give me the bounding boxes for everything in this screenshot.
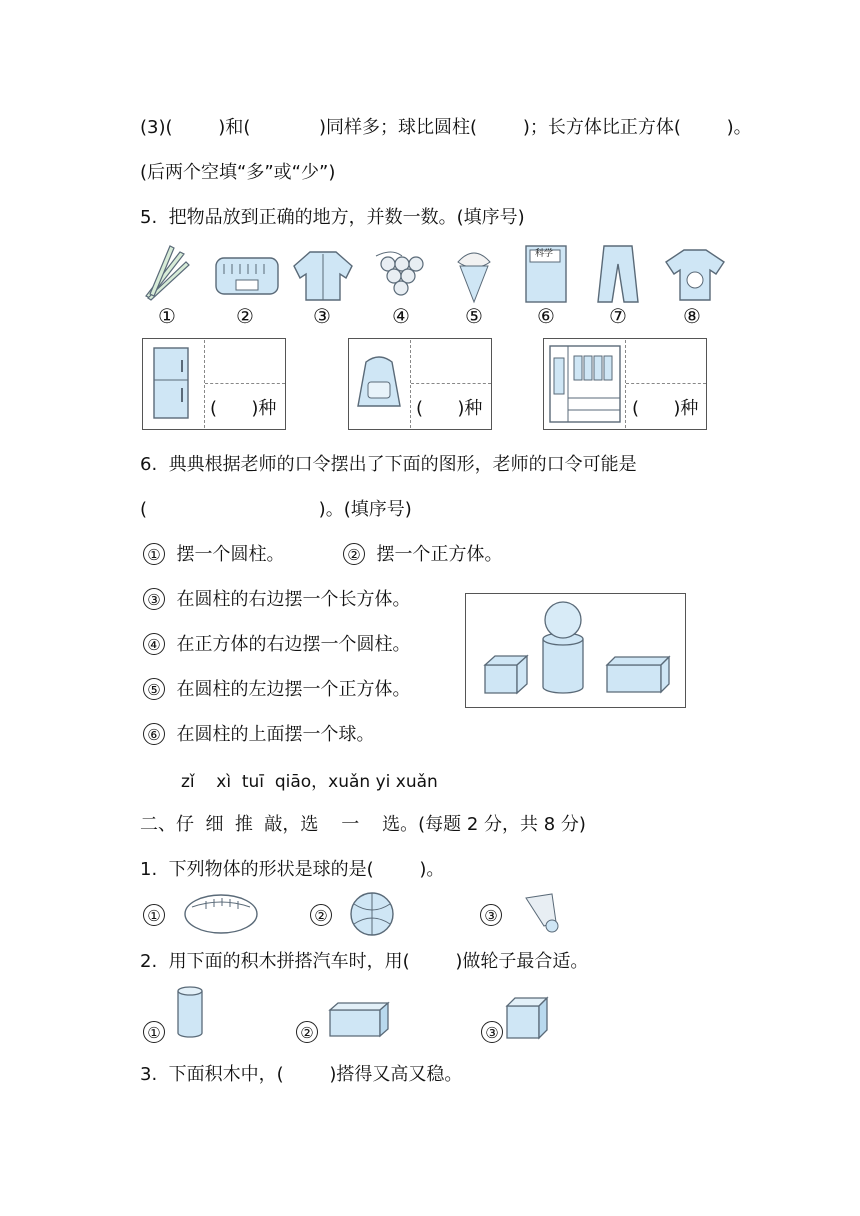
option-number: ③: [143, 588, 165, 610]
item-number-3: ③: [313, 304, 331, 328]
wardrobe-icon: [548, 344, 622, 424]
option-text: 在圆柱的右边摆一个长方体。: [176, 589, 411, 610]
cylinder-icon: [543, 633, 583, 693]
q6-prompt: 6. 典典根据老师的口令摆出了下面的图形，老师的口令可能是: [140, 454, 637, 475]
q6-blank[interactable]: ( )。(填序号): [140, 499, 412, 520]
section2-pinyin: zǐ xì tuī qiāo，xuǎn yi xuǎn: [181, 772, 438, 792]
q3-line: (3)( )和( )同样多；球比圆柱( )；长方体比正方体( )。: [140, 117, 752, 138]
cube-block-icon: [505, 996, 549, 1040]
option-text: 摆一个正方体。: [376, 544, 503, 565]
s2q1-prompt: 1. 下列物体的形状是球的是( )。: [140, 859, 445, 880]
option-number: ①: [143, 543, 165, 565]
option-number: ②: [310, 904, 332, 926]
rugby-ball-icon: [182, 893, 260, 935]
basketball-icon: [348, 890, 396, 938]
s2q2-prompt: 2. 用下面的积木拼搭汽车时，用( )做轮子最合适。: [140, 951, 589, 972]
item-number-2: ②: [236, 304, 254, 328]
divider: [410, 340, 411, 428]
option-number: ①: [143, 1021, 165, 1043]
s2q3-prompt: 3. 下面积木中，( )搭得又高又稳。: [140, 1064, 463, 1085]
divider: [626, 383, 706, 384]
s2q1-option-1: [143, 904, 165, 928]
q6-option-1: [143, 543, 284, 567]
s2q2-option-2: [296, 1021, 318, 1045]
option-text: 摆一个圆柱。: [176, 544, 285, 565]
cylinder-block-icon: [174, 985, 206, 1041]
cuboid-icon: [607, 657, 669, 692]
q6-figure-shapes: [465, 593, 685, 707]
shuttlecock-icon: [522, 892, 562, 936]
q6-option-5: [143, 678, 410, 702]
q5-prompt: 5. 把物品放到正确的地方，并数一数。(填序号): [140, 207, 525, 228]
q3-note: (后两个空填“多”或“少”): [140, 162, 336, 183]
s2q1-option-3: [480, 904, 502, 928]
backpack-icon: [352, 352, 406, 412]
cuboid-block-icon: [328, 1000, 390, 1040]
q6-option-6: [143, 723, 374, 747]
s2q1-option-2: [310, 904, 332, 928]
item-celery-icon: [140, 244, 192, 302]
item-tshirt-icon: [664, 246, 726, 302]
option-text: 在圆柱的上面摆一个球。: [176, 724, 375, 745]
option-number: ③: [480, 904, 502, 926]
divider: [204, 340, 205, 428]
item-number-1: ①: [158, 304, 176, 328]
divider: [205, 383, 285, 384]
option-number: ④: [143, 633, 165, 655]
count-blank-2[interactable]: ( )种: [416, 398, 483, 419]
item-ice-cream-icon: [452, 244, 496, 304]
s2q2-option-3: [481, 1021, 503, 1045]
cube-icon: [485, 656, 527, 693]
q6-option-3: [143, 588, 410, 612]
count-blank-1[interactable]: ( )种: [210, 398, 277, 419]
divider: [625, 340, 626, 428]
item-number-5: ⑤: [465, 304, 483, 328]
item-number-7: ⑦: [609, 304, 627, 328]
item-number-4: ④: [392, 304, 410, 328]
option-number: ②: [296, 1021, 318, 1043]
item-number-8: ⑧: [683, 304, 701, 328]
sphere-icon: [545, 602, 581, 638]
option-number: ①: [143, 904, 165, 926]
count-blank-3[interactable]: ( )种: [632, 398, 699, 419]
option-text: 在圆柱的左边摆一个正方体。: [176, 679, 411, 700]
s2q2-option-1: [143, 1021, 165, 1045]
option-number: ⑤: [143, 678, 165, 700]
option-number: ②: [343, 543, 365, 565]
section2-title: 二、仔 细 推 敲，选 一 选。(每题 2 分，共 8 分): [140, 814, 586, 835]
option-number: ⑥: [143, 723, 165, 745]
fridge-icon: [150, 346, 194, 422]
option-text: 在正方体的右边摆一个圆柱。: [176, 634, 411, 655]
item-pencil-case-icon: [214, 252, 280, 298]
item-number-6: ⑥: [537, 304, 555, 328]
item-jacket-icon: [292, 248, 354, 302]
item-pants-icon: [596, 244, 640, 304]
item-grapes-icon: [372, 246, 428, 302]
divider: [411, 383, 491, 384]
q6-option-4: [143, 633, 410, 657]
book-label: 科学: [535, 249, 554, 259]
option-number: ③: [481, 1021, 503, 1043]
q6-option-2: [343, 543, 502, 567]
